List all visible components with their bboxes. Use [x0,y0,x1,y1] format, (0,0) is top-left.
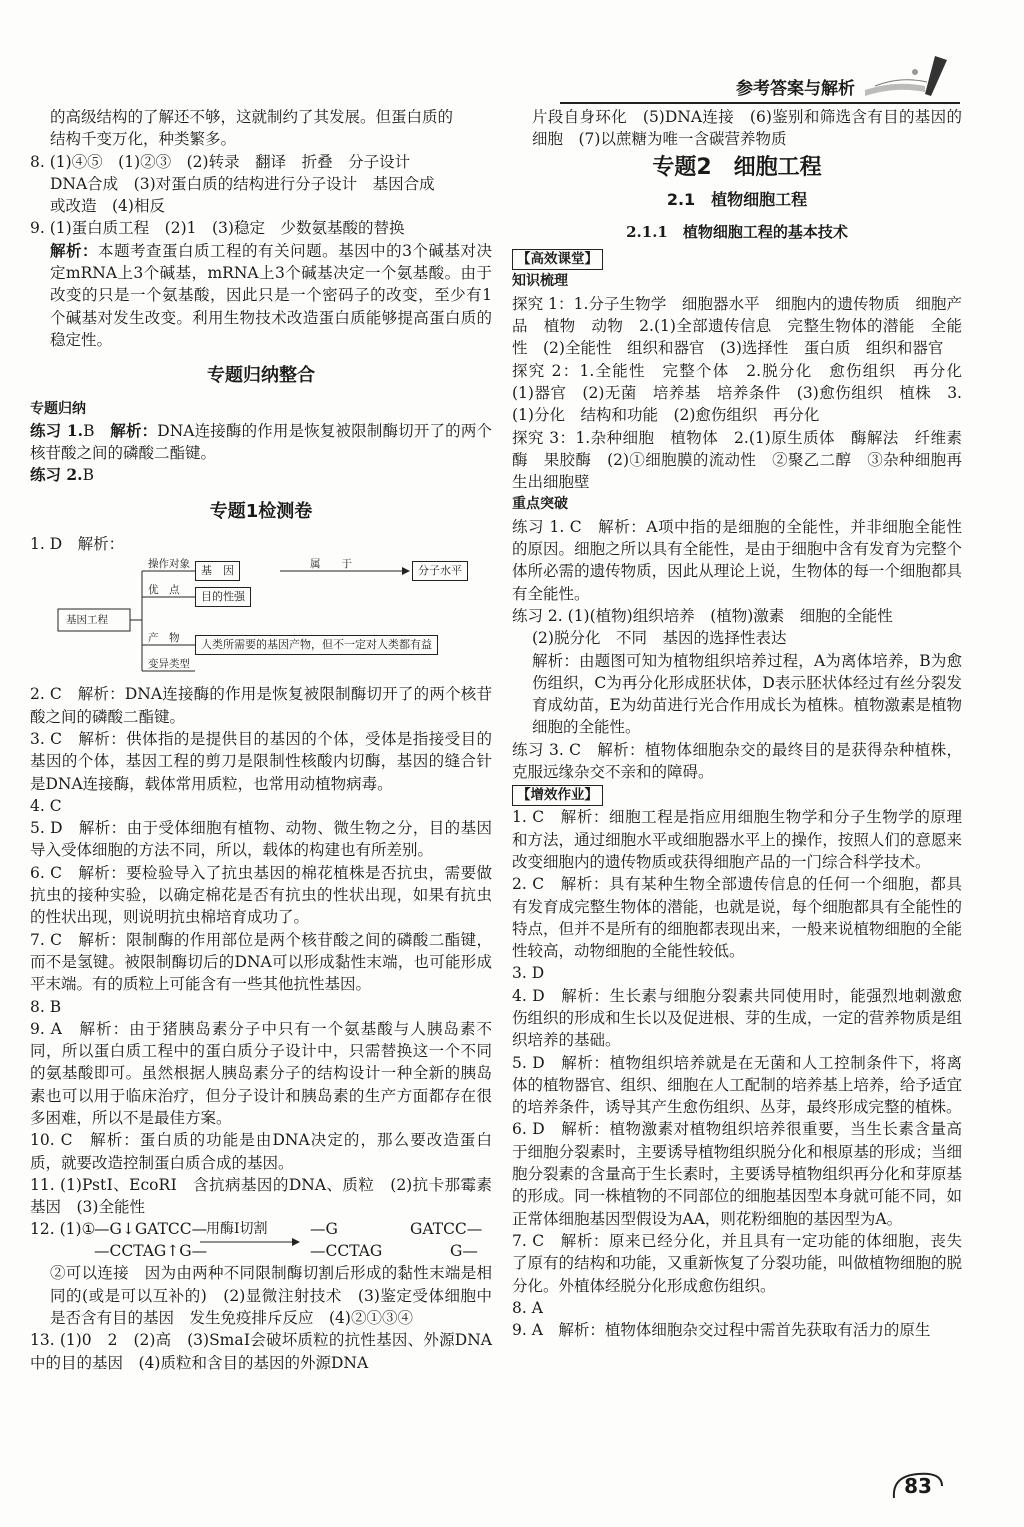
q4: 4. C [30,796,62,815]
key-heading: 重点突破 [512,496,568,513]
practice-2a: 练习 2. (1)(植物)组织培养 (植物)激素 细胞的全能性 [512,606,893,625]
r6: 6. D 解析：植物激素对植物组织培养很重要，当生长素含量高于细胞分裂素时，主要诱导植物组织脱分化和根原基的形成；当细胞分裂素的含量高于生长素时，主要诱导植物组织再分化和芽原基的形成。同一株植物的不同部位的细胞基因型本身就可能不同，如正常体细胞基因型假设为AA，则花粉细胞的基因型为A。 [512,1120,962,1228]
diagram-branch-1: 操作对象 [148,558,190,571]
q12-bottom-left: —CCTAG↑G— [94,1242,208,1261]
page-number-text: 83 [904,1474,932,1498]
q9-analysis-text: 本题考查蛋白质工程的有关问题。基因中的3个碱基对决定mRNA上3个碱基，mRNA上3个碱基决定一个氨基酸。由于改变的只是一个氨基酸，因此只是一个密码子的改变，至少有1个碱基对发生改变。利用生物技术改造蛋白质能够提高蛋白质的稳定性。 [50,241,492,349]
diagram-box-purpose: 目的性强 [195,587,251,607]
header-rule [560,102,960,104]
subsection-title [512,221,962,243]
q3: 3. C 解析：供体指的是提供目的基因的个体，受体是指接受目的基因的个体，基因工程的剪刀是限制性核酸内切酶，基因的缝合针是DNA连接酶，载体常用质粒，也常用动植物病毒。 [30,729,492,793]
right-intro: 片段自身环化 (5)DNA连接 (6)鉴别和筛选含有目的基因的细胞 (7)以蔗糖为唯一含碳营养物质 [532,108,962,149]
diagram-belong: 属 于 [310,558,352,571]
r7: 7. C 解析：原来已经分化，并且具有一定功能的体细胞，丧失了原有的结构和功能，又重新恢复了分裂功能，叫做植物细胞的脱分化。外植体经脱分化形成愈伤组织。 [512,1231,962,1295]
diagram-root: 基因工程 [66,614,108,627]
r9: 9. A 解析：植物体细胞杂交过程中需首先获取有活力的原生 [512,1321,931,1340]
exercise-1-analysis: DNA连接酶的作用是恢复被限制酶切开了的两个核苷酸之间的磷酸二酯键。 [30,421,492,463]
diagram-branch-4: 变异类型 [148,658,190,671]
practice-3: 练习 3. C 解析：植物体细胞杂交的最终目的是获得杂种植株，克服远缘杂交不亲和的障碍。 [512,740,962,782]
q12-top-left: —G↓GATCC— [94,1220,208,1239]
exercise-1-answer: B [83,421,95,440]
q12-arrow-icon [200,1238,300,1246]
q11: 11. (1)PstⅠ、EcoRⅠ 含抗病基因的DNA、质粒 (2)抗卡那霉素基因 (3)全能性 [30,1175,492,1217]
section-title-test: 专题1检测卷 [209,500,313,522]
q12-equation [30,1218,492,1262]
diagram-branch-2: 优 点 [148,584,180,597]
intro-line-2: 结构千变万化，种类繁多。 [50,130,237,149]
q8-line-3: 或改造 (4)相反 [50,197,165,216]
explore-3: 探究 3：1.杂种细胞 植物体 2.(1)原生质体 酶解法 纤维素酶 果胶酶 (2)①细胞膜的流动性 ②聚乙二醇 ③杂种细胞再生出细胞壁 [512,428,962,492]
explore-2: 探究 2：1.全能性 完整个体 2.脱分化 愈伤组织 再分化 (1)器官 (2)无菌 培养基 培养条件 (3)愈伤组织 植株 3.(1)分化 结构和功能 (2)愈伤组织 再分化 [512,361,978,425]
left-column [30,106,492,1374]
exercise-1-analysis-label: 解析： [110,420,158,440]
intro-line-1: 的高级结构的了解还不够，这就制约了其发展。但蛋白质的 [50,108,454,126]
q1: 1. D 解析： [30,535,125,554]
knowledge-heading: 知识梳理 [512,273,568,290]
tag-homework [512,783,962,806]
practice-1: 练习 1. C 解析：A项中指的是细胞的全能性，并非细胞全能性的原因。细胞之所以具有全能性，是由于细胞中含有发育为完整个体所必需的遗传物质，因此从理论上说，生物体的每一个细胞都具有全能性。 [512,517,962,603]
pen-book-icon [855,50,960,104]
exercise-1 [30,420,492,465]
q8-line-1: 8. (1)④⑤ (1)②③ (2)转录 翻译 折叠 分子设计 [30,152,411,171]
right-column [512,106,978,1341]
q2: 2. C 解析：DNA连接酶的作用是恢复被限制酶切开了的两个核苷酸之间的磷酸二酯键。 [30,685,492,726]
q13: 13. (1)0 2 (2)高 (3)SmaⅠ会破坏质粒的抗性基因、外源DNA中的目的基因 (4)质粒和含目的基因的外源DNA [30,1331,492,1372]
diagram-box-level: 分子水平 [412,561,468,581]
exercise-2-label: 练习 2. [30,465,83,485]
explore-1: 探究 1：1.分子生物学 细胞器水平 细胞内的遗传物质 细胞产品 植物 动物 2.(1)全部遗传信息 完整生物体的潜能 全能性 (2)全能性 组织和器官 (3)选择性 蛋白质 组织和器官 [512,294,962,358]
q8b: 8. B [30,997,62,1016]
tag-homework-label: 【增效作业】 [512,785,603,806]
r1: 1. C 解析：细胞工程是指应用细胞生物学和分子生物学的原理和方法，通过细胞水平或细胞器水平上的操作，按照人们的意愿来改变细胞内的遗传物质或获得细胞产品的一门综合科学技术。 [512,808,962,871]
q5: 5. D 解析：由于受体细胞有植物、动物、微生物之分，目的基因导入受体细胞的方法不同，所以，载体的构建也有所差别。 [30,819,492,860]
practice-2b: (2)脱分化 不同 基因的选择性表达 [532,629,787,648]
exercise-2-answer: B [82,466,94,485]
section-title: 2.1 植物细胞工程 [666,189,808,209]
exercise-2 [30,464,492,486]
subsection-title-text: 2.1.1 植物细胞工程的基本技术 [626,223,848,242]
header-title: 参考答案与解析 [736,79,855,99]
q7: 7. C 解析：限制酶的作用部位是两个核苷酸之间的磷酸二酯键，而不是氢键。被限制酶切后的DNA可以形成黏性末端，也可能形成平末端。有的质粒上可能含有一些其他抗性基因。 [30,930,492,994]
exercise-1-label: 练习 1. [30,420,84,440]
q12-top-right-2: GATCC— [410,1220,483,1239]
tag-efficient-class-label: 【高效课堂】 [512,249,603,270]
chapter-title: 专题2 细胞工程 [652,154,822,180]
page-header [560,68,960,104]
r2: 2. C 解析：具有某种生物全部遗传信息的任何一个细胞，都具有发育成完整生物体的潜能，也就是说，每个细胞都具有全能性的特点，但并不是所有的细胞都表现出来，一般来说植物细胞的全能性较高，动物细胞的全能性较低。 [512,875,962,961]
r5: 5. D 解析：植物组织培养就是在无菌和人工控制条件下，将离体的植物器官、组织、细胞在人工配制的培养基上培养，给予适宜的培养条件，诱导其产生愈伤组织、丛芽，最终形成完整的植株。 [512,1053,962,1117]
section-title-summary: 专题归纳整合 [207,365,315,387]
diagram-branch-3: 产 物 [148,632,180,645]
q12-bottom-right-1: —CCTAG [310,1242,383,1261]
page-number [890,1470,946,1502]
gene-engineering-diagram [30,557,492,677]
q6: 6. C 解析：要检验导入了抗虫基因的棉花植株是否抗虫，需要做抗虫的接种实验，以确定棉花是否有抗虫的性状出现，如果有抗虫的性状出现，则说明抗虫棉培育成功了。 [30,863,492,927]
q12-bottom-right-2: G— [450,1242,478,1261]
q12-top-right-1: —G [310,1220,338,1239]
q9-analysis [30,240,492,351]
diagram-box-product: 人类所需要的基因产物，但不一定对人类都有益 [195,635,438,655]
q8-line-2: DNA合成 (3)对蛋白质的结构进行分子设计 基因合成 [50,174,435,193]
tag-efficient-class [512,247,962,270]
section-sub-summary: 专题归纳 [30,400,86,417]
diagram-box-gene: 基 因 [195,561,240,581]
r8: 8. A [512,1298,543,1317]
analysis-label: 解析： [50,240,99,260]
q12-rest: ②可以连接 因为由两种不同限制酶切割后形成的黏性末端是相同的(或是可以互补的) (2)显微注射技术 (3)鉴定受体细胞中是否含有目的基因 发生免疫排斥反应 (4)②①③④ [50,1264,492,1328]
r4: 4. D 解析：生长素与细胞分裂素共同使用时，能强烈地刺激愈伤组织的形成和生长以及促进根、芽的生成，一定的营养物质是组织培养的基础。 [512,986,962,1050]
q9-answer: 9. (1)蛋白质工程 (2)1 (3)稳定 少数氨基酸的替换 [30,219,405,238]
q12-prefix: 12. (1)① [30,1220,96,1239]
q12-arrow-label: 用酶Ⅰ切割 [206,1221,268,1238]
q9b: 9. A 解析：由于猪胰岛素分子中只有一个氨基酸与人胰岛素不同，所以蛋白质工程中的蛋白质分子设计中，只需替换这一个不同的氨基酸即可。虽然根据人胰岛素分子的结构设计一种全新的胰岛素也可以用于临床治疗，但分子设计和胰岛素的生产方面都存在很多困难，所以不是最佳方案。 [30,1019,492,1127]
q10: 10. C 解析：蛋白质的功能是由DNA决定的，那么要改造蛋白质，就要改造控制蛋白质合成的基因。 [30,1131,492,1172]
practice-2c: 解析：由题图可知为植物组织培养过程，A为离体培养，B为愈伤组织，C为再分化形成胚状体，D表示胚状体经过有丝分裂发育成幼苗，E为幼苗进行光合作用成长为植株。植物激素是植物细胞的全能性。 [532,651,962,737]
r3: 3. D [512,964,545,983]
